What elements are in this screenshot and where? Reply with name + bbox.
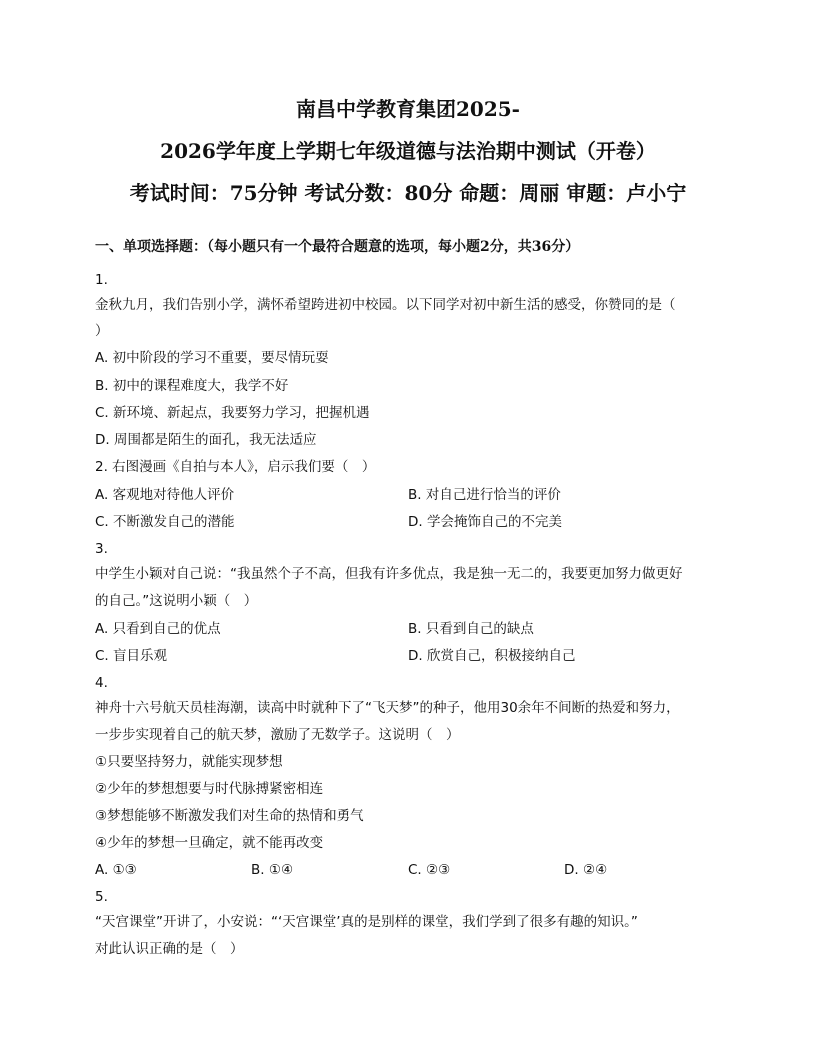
q2-option-a: A. 客观地对待他人评价 <box>95 487 235 503</box>
section-heading: 一、单项选择题：（每小题只有一个最符合题意的选项，每小题2分，共36分） <box>95 239 580 255</box>
title-line-3: 考试时间：75分钟 考试分数：80分 命题：周丽 审题：卢小宁 <box>129 181 687 205</box>
q1-option-c: C. 新环境、新起点，我要努力学习，把握机遇 <box>95 405 370 421</box>
q2-option-d: D. 学会掩饰自己的不完美 <box>408 514 562 530</box>
q4-option-b: B. ①④ <box>251 862 294 878</box>
q4-option-d: D. ②④ <box>564 862 608 878</box>
q4-stem-line-2: 一步步实现着自己的航天梦，激励了无数学子。这说明（ ） <box>95 727 460 743</box>
q3-stem-line-2: 的自己。”这说明小颖（ ） <box>95 593 258 609</box>
q4-option-c: C. ②③ <box>408 862 451 878</box>
q1-option-b: B. 初中的课程难度大，我学不好 <box>95 378 289 394</box>
q4-statement-4: ④少年的梦想一旦确定，就不能再改变 <box>95 835 324 851</box>
q4-stem-line-1: 神舟十六号航天员桂海潮，读高中时就种下了“飞天梦”的种子，他用30余年不间断的热爱和努力， <box>95 700 680 716</box>
q3-option-d: D. 欣赏自己，积极接纳自己 <box>408 648 576 664</box>
q4-option-a: A. ①③ <box>95 862 137 878</box>
q2-option-c: C. 不断激发自己的潜能 <box>95 514 235 530</box>
q1-stem-line-1: 金秋九月，我们告别小学，满怀希望跨进初中校园。以下同学对初中新生活的感受，你赞同的是（ <box>95 297 676 313</box>
q3-number: 3. <box>95 541 108 557</box>
q1-option-d: D. 周围都是陌生的面孔，我无法适应 <box>95 432 317 448</box>
q3-option-c: C. 盲目乐观 <box>95 648 168 664</box>
q2-option-b: B. 对自己进行恰当的评价 <box>408 487 561 503</box>
q4-statement-2: ②少年的梦想想要与时代脉搏紧密相连 <box>95 781 324 797</box>
title-line-1: 南昌中学教育集团2025- <box>296 97 520 121</box>
q4-statement-3: ③梦想能够不断激发我们对生命的热情和勇气 <box>95 808 364 824</box>
title-line-2: 2026学年度上学期七年级道德与法治期中测试（开卷） <box>160 139 656 163</box>
q3-stem-line-1: 中学生小颖对自己说：“我虽然个子不高，但我有许多优点，我是独一无二的，我要更加努力做更好 <box>95 566 683 582</box>
q3-option-a: A. 只看到自己的优点 <box>95 621 221 637</box>
q1-option-a: A. 初中阶段的学习不重要，要尽情玩耍 <box>95 350 329 366</box>
q3-option-b: B. 只看到自己的缺点 <box>408 621 534 637</box>
q4-statement-1: ①只要坚持努力，就能实现梦想 <box>95 754 283 770</box>
q2-stem: 2. 右图漫画《自拍与本人》，启示我们要（ ） <box>95 459 376 475</box>
q1-number: 1. <box>95 272 108 288</box>
q5-stem-line-1: “天宫课堂”开讲了，小安说：“‘天宫课堂’真的是别样的课堂，我们学到了很多有趣的知识。” <box>95 914 638 930</box>
q5-number: 5. <box>95 889 108 905</box>
q1-stem-line-2: ） <box>95 323 109 339</box>
q5-stem-line-2: 对此认识正确的是（ ） <box>95 941 244 957</box>
q4-number: 4. <box>95 675 108 691</box>
